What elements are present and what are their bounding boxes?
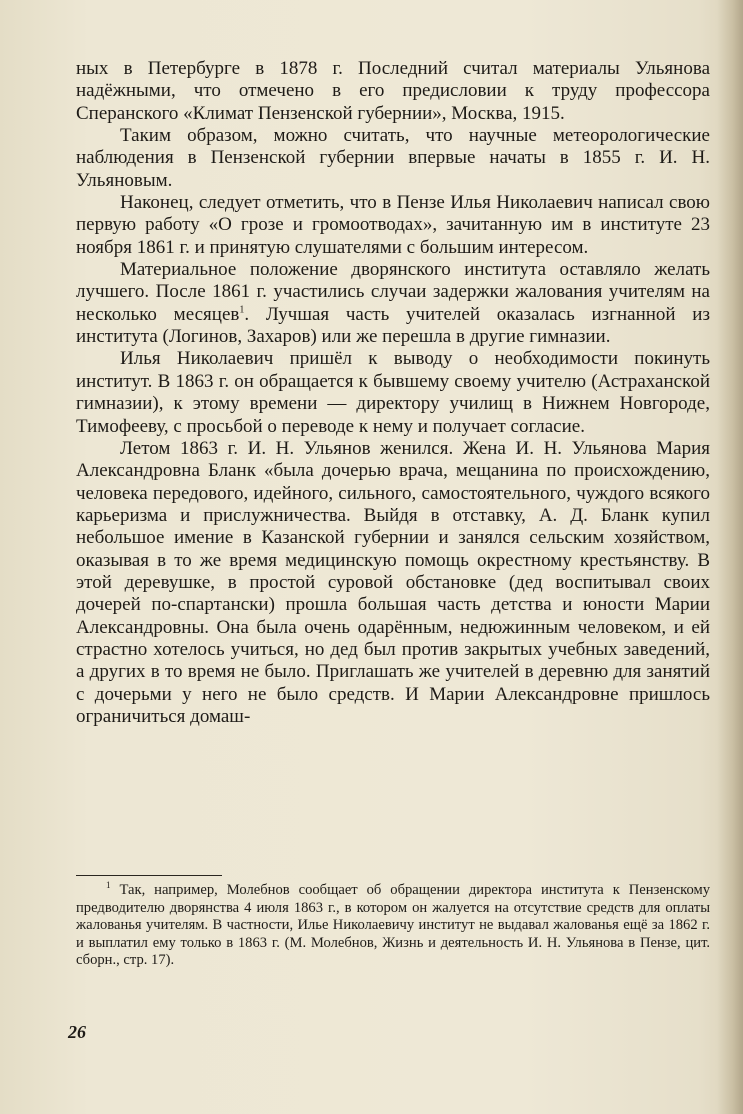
paragraph: Летом 1863 г. И. Н. Ульянов женился. Жена И. Н. Ульянова Мария Александровна Бланк «была дочерью врача, мещанина по происхождению, человека передового, идейного, сильного, самостоятельного, чуждого всякого карьеризма и прислужничества. Выйдя в отставку, А. Д. Бланк купил небольшое имение в Казанской губернии и занялся сельским хозяйством, оказывая в то же время медицинскую помощь окрестному крестьянству. В этой деревушке, в простой суровой обстановке (дед воспитывал своих дочерей по-спартански) прошла большая часть детства и юности Марии Александровны. Она была очень одарённым, недюжинным человеком, и ей страстно хотелось учиться, но дед был против закрытых учебных заведений, а других в то время не было. Приглашать же учителей в деревню для занятий с дочерьми у него не было средств. И Марии Александровне пришлось ограничиться домаш- [76,437,710,727]
page-edge-shadow [717,0,743,1114]
paragraph: Таким образом, можно считать, что научные метеорологические наблюдения в Пензенской губернии впервые начаты в 1855 г. И. Н. Ульяновым. [76,125,710,191]
page-number: 26 [68,1022,86,1042]
footnote [76,882,710,970]
paragraph: Илья Николаевич пришёл к выводу о необходимости покинуть институт. В 1863 г. он обращается к бывшему своему учителю (Астраханской гимназии), к этому времени — директору училищ в Нижнем Новгороде, Тимофееву, с просьбой о переводе к нему и получает согласие. [76,348,710,437]
paragraph: Наконец, следует отметить, что в Пензе Илья Николаевич написал свою первую работу «О грозе и громоотводах», зачитанную им в институте 23 ноября 1861 г. и принятую слушателями с большим интересом. [76,192,710,258]
footnote-mark: 1 [106,880,111,891]
footnote-divider [76,875,222,876]
paragraph-text: Материальное положение дворянского института оставляло желать лучшего. После 1861 г. участились случаи задержки жалования учителям на несколько месяцев [76,259,710,325]
paragraph-continued: ных в Петербурге в 1878 г. Последний считал материалы Ульянова надёжными, что отмечено в его предисловии к труду профессора Сперанского «Климат Пензенской губернии», Москва, 1915. [76,58,710,124]
footnote-text: Так, например, Молебнов сообщает об обращении директора института к Пензенскому предводителю дворянства 4 июля 1863 г., в котором он жалуется на отсутствие средств для оплаты жалованья учителям. В частности, Илье Николаевичу институт не выдавал жалованья ещё за 1862 г. и выплатил ему только в 1863 г. (М. Молебнов, Жизнь и деятельность И. Н. Ульянова в Пензе, цит. сборн., стр. 17). [76,882,710,969]
main-text [76,58,710,728]
paragraph-text-tail: . Лучшая часть учителей оказалась изгнанной из института (Логинов, Захаров) или же перешла в другие гимназии. [76,303,710,348]
paragraph-with-footnote [76,259,710,348]
footnote-reference[interactable]: 1 [239,304,245,316]
